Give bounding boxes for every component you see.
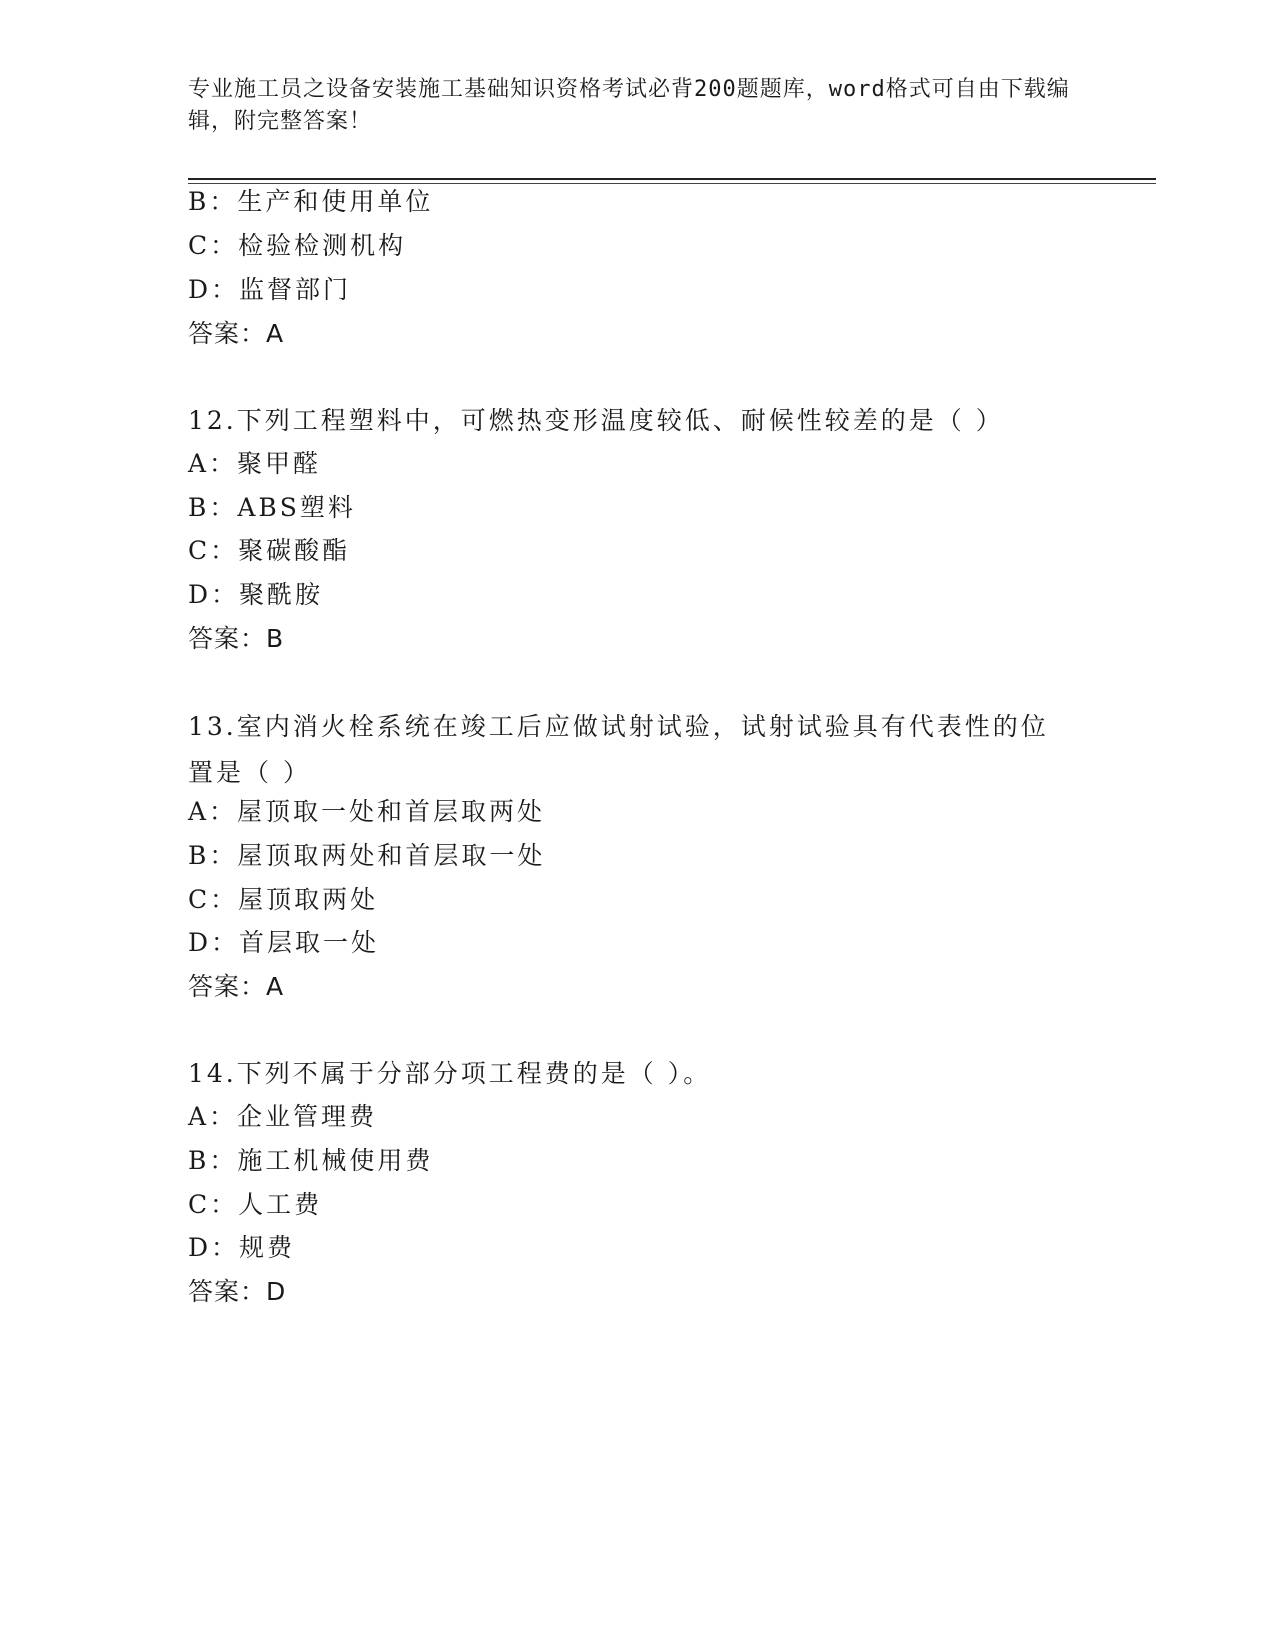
option-c: C：聚碳酸酯 <box>188 536 351 565</box>
option-c: C：屋顶取两处 <box>188 885 379 914</box>
option-d: D：首层取一处 <box>188 928 380 957</box>
question-13: 13.室内消火栓系统在竣工后应做试射试验，试射试验具有代表性的位置是（ ） <box>188 712 1049 787</box>
document-header: 专业施工员之设备安装施工基础知识资格考试必背200题题库，word格式可自由下载编辑，附完整答案！ <box>188 77 1070 134</box>
option-b: B：ABS塑料 <box>188 493 356 522</box>
header-divider-thin <box>188 183 1156 184</box>
option-a: A：聚甲醛 <box>188 449 322 478</box>
question-12: 12.下列工程塑料中，可燃热变形温度较低、耐候性较差的是（ ） <box>188 406 1004 435</box>
option-a: A：屋顶取一处和首层取两处 <box>188 797 546 826</box>
option-d: D：监督部门 <box>188 275 352 304</box>
answer-line: 答案：D <box>188 1277 287 1306</box>
option-d: D：规费 <box>188 1233 296 1262</box>
option-a: A：企业管理费 <box>188 1102 378 1131</box>
option-c: C：人工费 <box>188 1190 323 1219</box>
option-c: C：检验检测机构 <box>188 231 407 260</box>
answer-line: 答案：A <box>188 972 285 1001</box>
answer-line: 答案：A <box>188 319 285 348</box>
option-b: B：施工机械使用费 <box>188 1146 434 1175</box>
option-b: B：屋顶取两处和首层取一处 <box>188 841 546 870</box>
option-b: B：生产和使用单位 <box>188 187 434 216</box>
option-d: D：聚酰胺 <box>188 580 324 609</box>
question-14: 14.下列不属于分部分项工程费的是（ ）。 <box>188 1059 712 1088</box>
header-divider <box>188 178 1156 180</box>
answer-line: 答案：B <box>188 624 285 653</box>
